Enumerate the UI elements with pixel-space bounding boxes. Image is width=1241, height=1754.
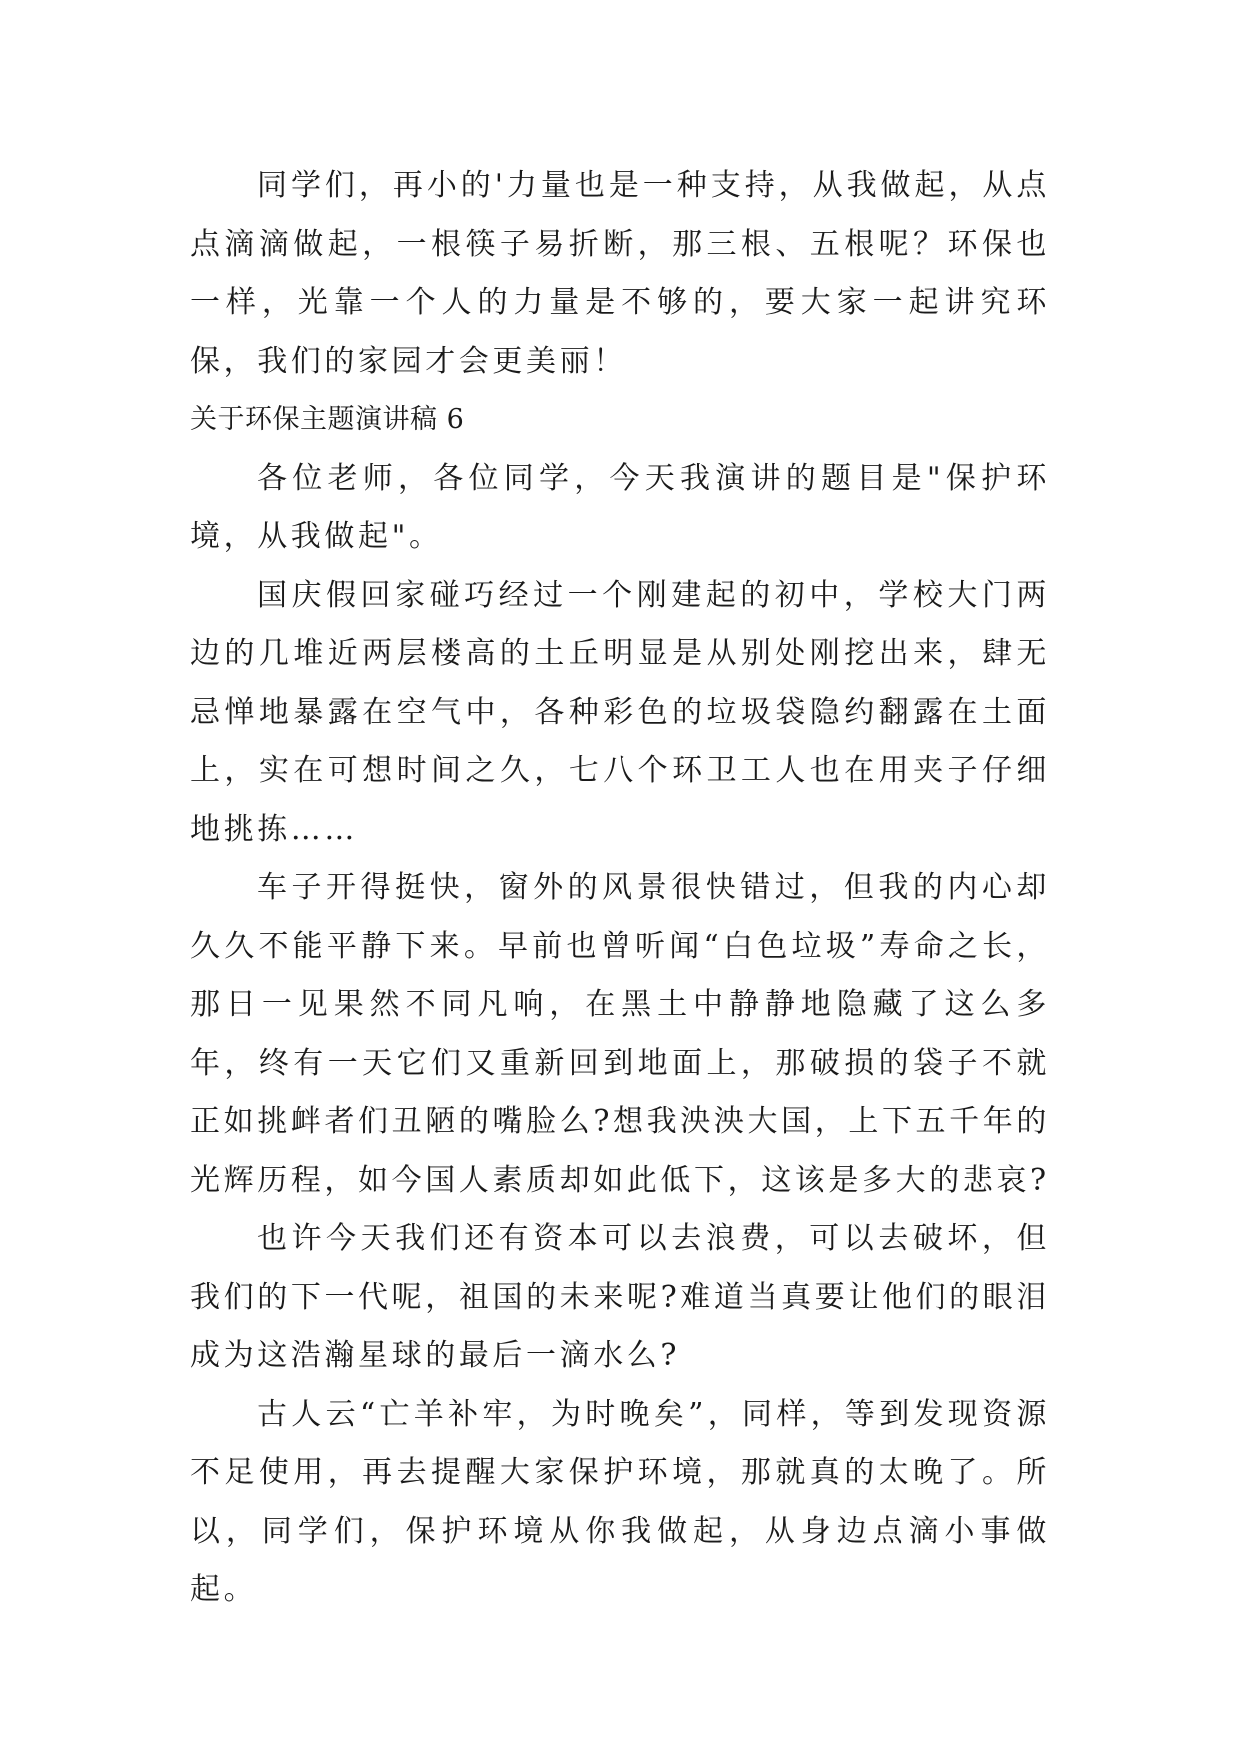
body-paragraph: 各位老师，各位同学，今天我演讲的题目是"保护环境，从我做起"。 [190, 460, 1050, 554]
document-body [190, 157, 1050, 1620]
section-title: 关于环保主题演讲稿 6 [190, 404, 465, 435]
body-paragraph: 古人云“亡羊补牢，为时晚矣”，同样，等到发现资源不足使用，再去提醒大家保护环境，那就真的太晚了。所以，同学们，保护环境从你我做起，从身边点滴小事做起。 [190, 1396, 1050, 1607]
body-paragraph: 车子开得挺快，窗外的风景很快错过，但我的内心却久久不能平静下来。早前也曾听闻“白色垃圾”寿命之长，那日一见果然不同凡响，在黑土中静静地隐藏了这么多年，终有一天它们又重新回到地面上，那破损的袋子不就正如挑衅者们丑陋的嘴脸么?想我泱泱大国，上下五千年的光辉历程，如今国人素质却如此低下，这该是多大的悲哀? [190, 870, 1050, 1198]
body-paragraph: 也许今天我们还有资本可以去浪费，可以去破坏，但我们的下一代呢，祖国的未来呢?难道当真要让他们的眼泪成为这浩瀚星球的最后一滴水么? [190, 1221, 1050, 1373]
body-paragraph: 国庆假回家碰巧经过一个刚建起的初中，学校大门两边的几堆近两层楼高的土丘明显是从别处刚挖出来，肆无忌惮地暴露在空气中，各种彩色的垃圾袋隐约翻露在土面上，实在可想时间之久，七八个环卫工人也在用夹子仔细地挑拣…… [190, 577, 1050, 847]
body-paragraph: 同学们，再小的'力量也是一种支持，从我做起，从点点滴滴做起，一根筷子易折断，那三根、五根呢？环保也一样，光靠一个人的力量是不够的，要大家一起讲究环保，我们的家园才会更美丽！ [190, 168, 1050, 379]
